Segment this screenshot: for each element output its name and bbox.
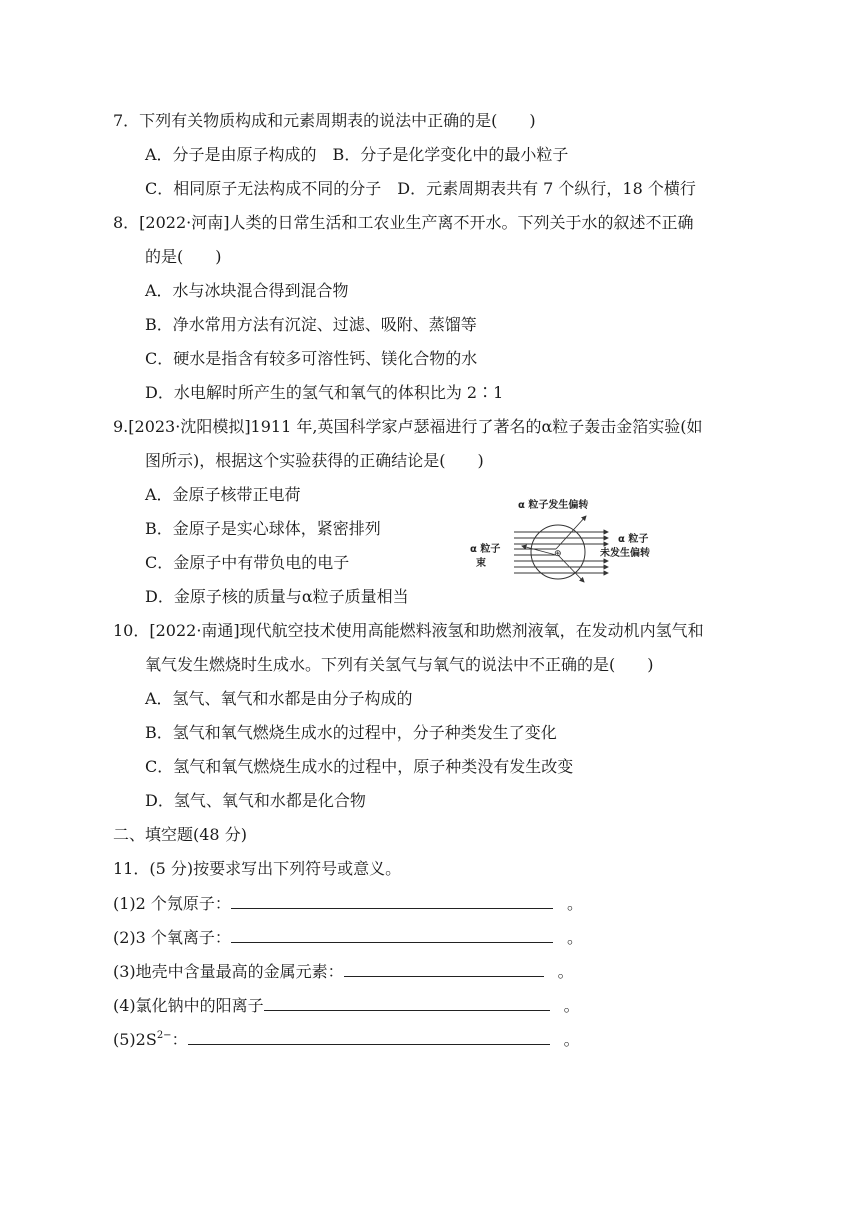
q11-item-4-label: (4)氯化钠中的阳离子 [113, 996, 264, 1015]
q11-item-2-end: 。 [566, 928, 583, 947]
q8-stem-line2: 的是( ) [145, 247, 222, 266]
figure-label-beam-2: 束 [476, 558, 486, 569]
q7-stem: 7．下列有关物质构成和元素周期表的说法中正确的是( ) [113, 111, 536, 130]
q10-option-b: B．氢气和氧气燃烧生成水的过程中，分子种类发生了变化 [145, 723, 557, 742]
q11-item-5-colon: ： [171, 1030, 188, 1049]
figure-label-undeflected-2: 未发生偏转 [600, 548, 650, 559]
q11-stem: 11．(5 分)按要求写出下列符号或意义。 [113, 859, 402, 878]
q11-item-2 [113, 926, 583, 949]
figure-label-undeflected-1: α 粒子 [618, 534, 649, 545]
q11-item-3-label: (3)地壳中含量最高的金属元素： [113, 962, 344, 981]
q7-option-cd: C．相同原子无法构成不同的分子 D．元素周期表共有 7 个纵行，18 个横行 [145, 179, 696, 198]
q9-stem-line1: 9.[2023·沈阳模拟]1911 年,英国科学家卢瑟福进行了著名的α粒子轰击金箔实验(如 [113, 417, 703, 436]
q10-stem-line2: 氧气发生燃烧时生成水。下列有关氢气与氧气的说法中不正确的是( ) [145, 655, 654, 674]
q11-item-2-blank[interactable] [231, 926, 553, 943]
q8-option-c: C．硬水是指含有较多可溶性钙、镁化合物的水 [145, 349, 478, 368]
figure-label-beam-1: α 粒子 [470, 544, 501, 555]
q10-stem-line1: 10．[2022·南通]现代航空技术使用高能燃料液氢和助燃剂液氧，在发动机内氢气和 [113, 621, 704, 640]
q11-item-4-end: 。 [563, 996, 580, 1015]
q9-option-c: C．金原子中有带负电的电子 [145, 553, 350, 572]
q10-option-d: D．氢气、氧气和水都是化合物 [145, 791, 366, 810]
q11-item-1 [113, 892, 583, 915]
q11-item-5 [113, 1028, 580, 1051]
q9-option-a: A．金原子核带正电荷 [145, 485, 301, 504]
q7-option-ab: A．分子是由原子构成的 B．分子是化学变化中的最小粒子 [145, 145, 569, 164]
q8-option-b: B．净水常用方法有沉淀、过滤、吸附、蒸馏等 [145, 315, 477, 334]
figure-label-deflected: α 粒子发生偏转 [518, 500, 589, 511]
nucleus-icon: ⊕ [554, 549, 562, 559]
q11-item-1-end: 。 [566, 894, 583, 913]
q8-option-d: D．水电解时所产生的氢气和氧气的体积比为 2∶1 [145, 383, 504, 402]
q11-item-5-blank[interactable] [188, 1028, 550, 1045]
q11-item-1-blank[interactable] [231, 892, 553, 909]
q11-item-5-charge: 2− [156, 1030, 172, 1041]
q9-option-b: B．金原子是实心球体，紧密排列 [145, 519, 381, 538]
q11-item-5-label: (5)2S [113, 1030, 157, 1049]
q11-item-1-label: (1)2 个氖原子： [113, 894, 231, 913]
q11-item-3-blank[interactable] [344, 960, 544, 977]
q11-item-4-blank[interactable] [264, 994, 550, 1011]
q11-item-5-end: 。 [563, 1030, 580, 1049]
q10-option-c: C．氢气和氧气燃烧生成水的过程中，原子种类没有发生改变 [145, 757, 574, 776]
q10-option-a: A．氢气、氧气和水都是由分子构成的 [145, 689, 413, 708]
rutherford-experiment-figure [462, 490, 658, 586]
q11-item-2-label: (2)3 个氧离子： [113, 928, 231, 947]
q11-item-3 [113, 960, 574, 983]
q11-item-4 [113, 994, 580, 1017]
q11-item-3-end: 。 [557, 962, 574, 981]
q9-option-d: D．金原子核的质量与α粒子质量相当 [145, 587, 409, 606]
section-title: 二、填空题(48 分) [113, 825, 247, 844]
q8-option-a: A．水与冰块混合得到混合物 [145, 281, 349, 300]
q8-stem-line1: 8．[2022·河南]人类的日常生活和工农业生产离不开水。下列关于水的叙述不正确 [113, 213, 694, 232]
q9-stem-line2: 图所示)，根据这个实验获得的正确结论是( ) [145, 451, 484, 470]
